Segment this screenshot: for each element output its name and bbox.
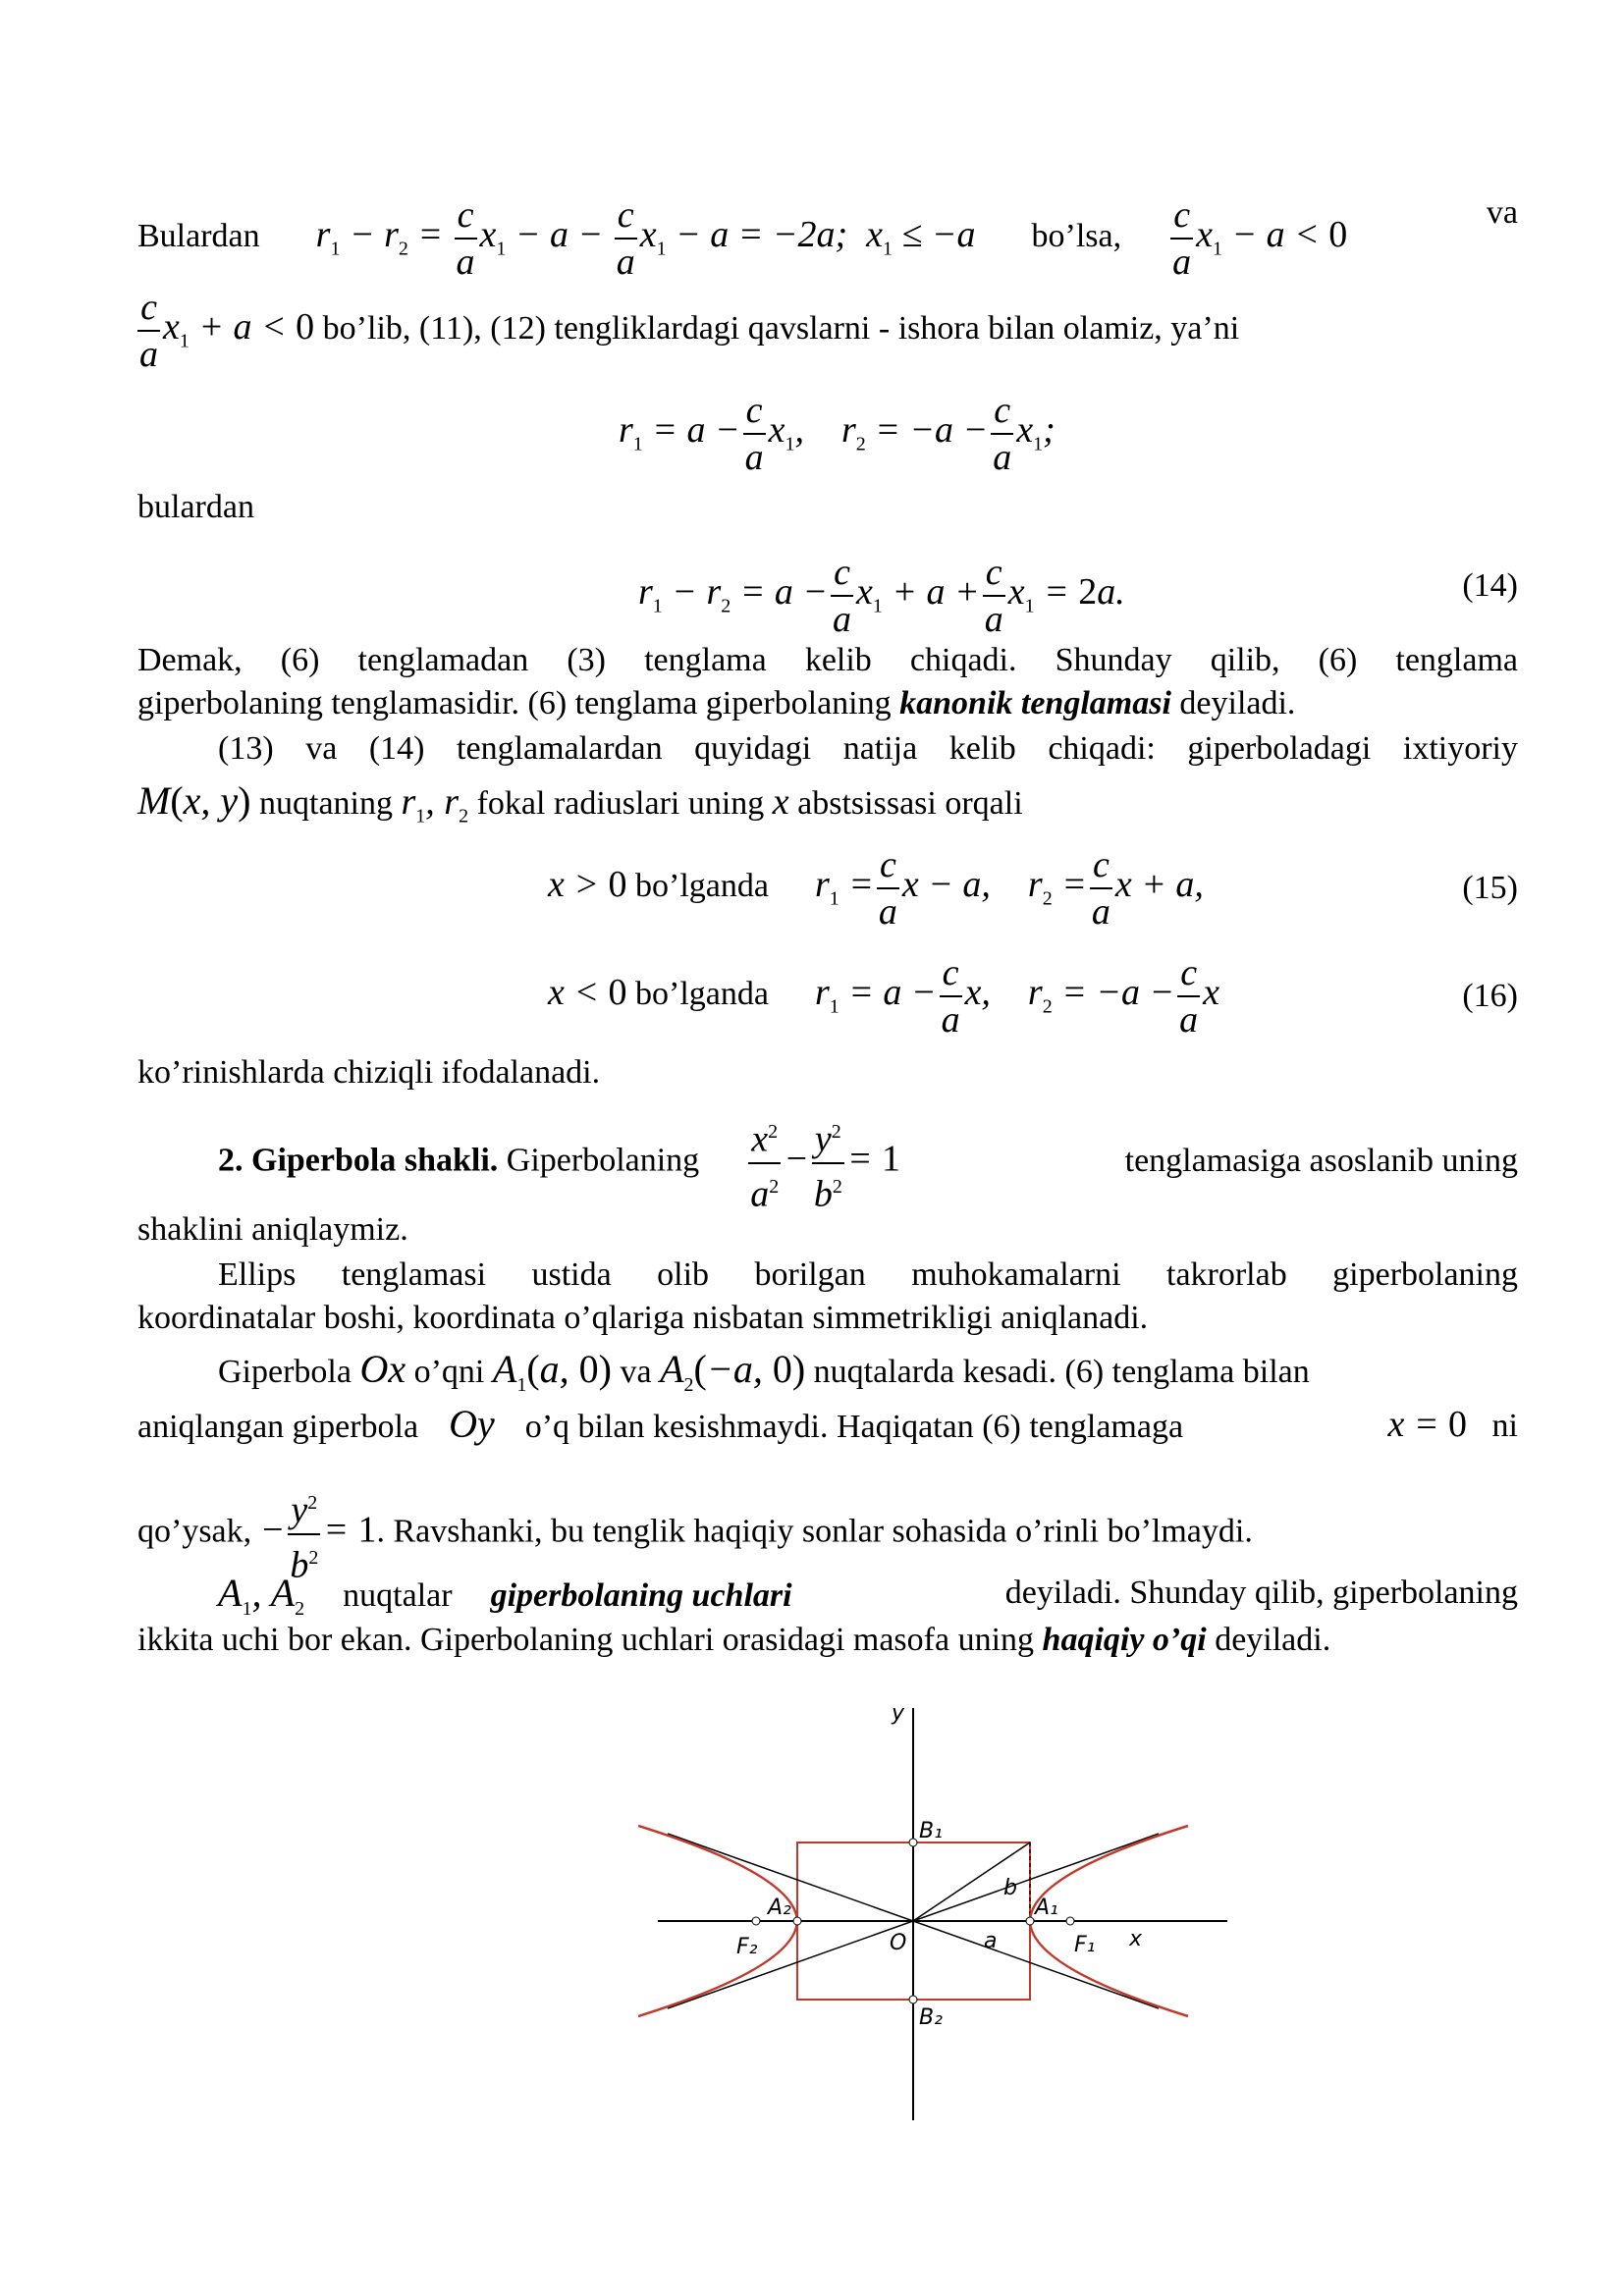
label-b: b xyxy=(1003,1876,1017,1900)
label-f1: F₁ xyxy=(1074,1933,1096,1957)
term-haqiqiy-oqi: haqiqiy o’qi xyxy=(1042,1622,1207,1658)
word-bolsa: bo’lsa, xyxy=(1031,217,1122,254)
formula-16: x < 0 bo’lganda $r_1 = a$ − $\frac{c}{a}$ x, $r_2 = -a$ − $\frac{c}{a}$ x xyxy=(548,952,1220,1041)
equation-number-16: (16) xyxy=(1462,978,1518,1014)
label-b1: B₁ xyxy=(919,1819,943,1843)
hyperbola-figure xyxy=(638,1688,1247,2120)
paragraph-3: ko’rinishlarda chiziqli ifodalanadi. xyxy=(137,1054,601,1091)
formula-r1-r2: $r_1 = a$ − $\frac{c}{a}$ $x_1$, $r_2 = -a$ − $\frac{c}{a}$ $x_1$; xyxy=(619,390,1056,478)
point-f1 xyxy=(1066,1917,1074,1925)
label-origin: O xyxy=(890,1931,907,1955)
label-a: a xyxy=(984,1929,998,1953)
term-kanonik-tenglamasi: kanonik tenglamasi xyxy=(899,685,1171,721)
paragraph-5-line-3: qo’ysak, − $\frac{y^2}{b^2}$ = 1. Ravshanki, bu tenglik haqiqiy sonlar sohasida o’rinli bo’lmaydi. xyxy=(137,1480,1518,1587)
paragraph-4-line-2: koordinatalar boshi, koordinata o’qlariga nisbatan simmetrikligi aniqlanadi. xyxy=(137,1300,1149,1336)
line2-text: bo’lib, (11), (12) tengliklardagi qavslarni - ishora bilan olamiz, ya’ni xyxy=(322,309,1240,347)
formula-line-1: Bulardan $r_1 - r_2$ = $\frac{c}{a}$ $x_1 - a$ − $\frac{c}{a}$ $x_1 - a = -2a$; $x_1 \le -a$ bo’lsa, $\frac{c}{a}$ $x_1 - a < 0$ va xyxy=(137,194,1518,283)
formula-line-2: $\frac{c}{a}$ $x_1 + a < 0$ bo’lib, (11), (12) tengliklardagi qavslarni - ishora bilan olamiz, ya’ni xyxy=(139,287,1240,375)
point-b2 xyxy=(909,1996,917,2003)
word-bulardan: Bulardan xyxy=(137,217,260,254)
section-2-line-1: 2. Giperbola shakli. Giperbolaning $\frac{x^2}{a^2}$ − $\frac{y^2}{b^2}$ = 1 tenglamasiga asoslanib uning xyxy=(218,1109,1518,1216)
point-a2 xyxy=(793,1917,801,1925)
label-x: x xyxy=(1129,1927,1143,1951)
point-f2 xyxy=(752,1917,760,1925)
paragraph-2-line-2: M(x, y) nuqtaning $r_1$, $r_2$ fokal radiuslari uning x abstsissasi orqali xyxy=(137,778,1023,828)
paragraph-5-line-1: Giperbola Ox o’qni $A_1(a$, 0) va $A_2(-a$, 0) nuqtalarda kesadi. (6) tenglama bilan xyxy=(218,1347,1310,1396)
paragraph-4-line-1: Ellips tenglamasi ustida olib borilgan muhokamalarni takrorlab giperbolaning xyxy=(218,1256,1518,1293)
paragraph-5-line-2: aniqlangan giperbola Oy o’q bilan kesishmaydi. Haqiqatan (6) tenglamaga x = 0 ni xyxy=(137,1402,1518,1446)
section-2-line-2: shaklini aniqlaymiz. xyxy=(137,1211,408,1248)
label-a1: A₁ xyxy=(1035,1896,1058,1920)
formula-15: x > 0 bo’lganda $r_1$ = $\frac{c}{a}$ x − a, $r_2$ = $\frac{c}{a}$ x + a, xyxy=(548,844,1204,933)
label-f2: F₂ xyxy=(736,1935,758,1959)
paragraph-6-line-2: ikkita uchi bor ekan. Giperbolaning uchlari orasidagi masofa uning haqiqiy o’qi deyiladi. xyxy=(137,1622,1331,1658)
paragraph-6-line-1: $A_1$, $A_2$ nuqtalar giperbolaning uchlari deyiladi. Shunday qilib, giperbolaning xyxy=(218,1571,1518,1620)
point-a1 xyxy=(1026,1917,1034,1925)
word-bulardan-line: bulardan xyxy=(137,489,254,525)
label-b2: B₂ xyxy=(919,2005,943,2030)
label-y: y xyxy=(892,1701,905,1726)
paragraph-2-line-1: (13) va (14) tenglamalardan quyidagi natija kelib chiqadi: giperboladagi ixtiyoriy xyxy=(218,730,1518,767)
paragraph-1-line-1: Demak, (6) tenglamadan (3) tenglama kelib chiqadi. Shunday qilib, (6) tenglama xyxy=(137,642,1518,678)
word-va: va xyxy=(1486,194,1518,231)
equation-number-15: (15) xyxy=(1462,870,1518,906)
paragraph-1-line-2: giperbolaning tenglamasidir. (6) tenglama giperbolaning kanonik tenglamasi deyiladi. xyxy=(137,685,1296,721)
section-2-heading: 2. Giperbola shakli. xyxy=(218,1142,499,1179)
term-giperbolaning-uchlari: giperbolaning uchlari xyxy=(490,1577,792,1614)
equation-number-14: (14) xyxy=(1462,567,1518,604)
formula-14: $r_1 - r_2 = a$ − $\frac{c}{a}$ $x_1 + a$ + $\frac{c}{a}$ $x_1 = 2a$. xyxy=(638,552,1125,640)
point-b1 xyxy=(909,1839,917,1846)
label-a2: A₂ xyxy=(768,1896,791,1920)
